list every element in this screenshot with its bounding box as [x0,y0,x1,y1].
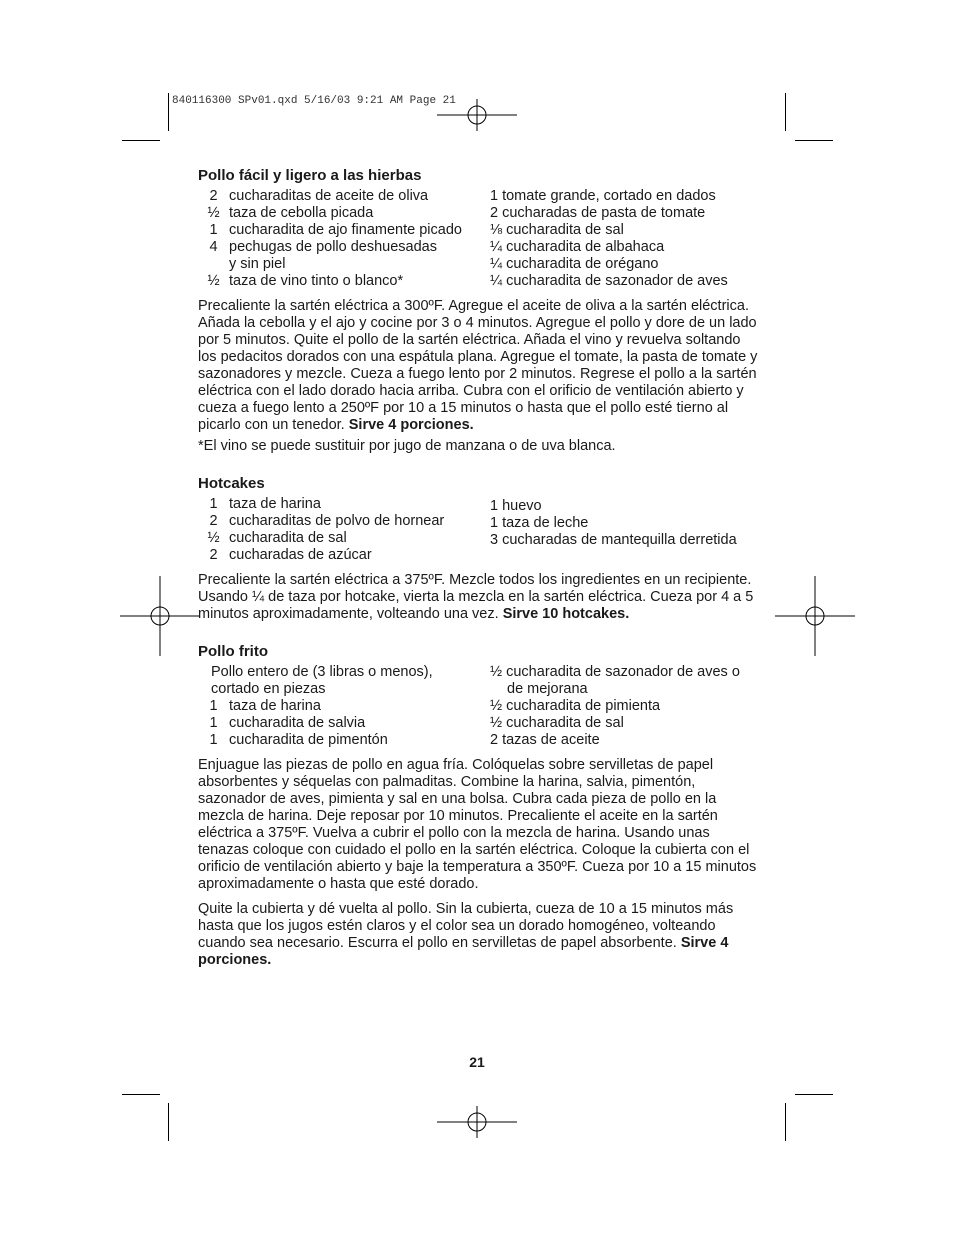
crop-mark-bottom-left-vertical [168,1103,169,1141]
ingredient-quantity: ½ [207,273,220,289]
ingredient-quantity: ½ [207,205,220,221]
ingredient-quantity: 1 [209,715,218,731]
ingredient-item: ¼ cucharadita de orégano [490,256,659,272]
ingredient-text: taza de vino tinto o blanco* [229,273,404,289]
ingredient-quantity: 1 [209,222,218,238]
ingredient-item: 2 cucharadas de pasta de tomate [490,205,706,221]
ingredient-item: 1 huevo [490,498,542,514]
footnote: *El vino se puede sustituir por jugo de manzana o de uva blanca. [198,438,616,454]
registration-target-right-icon [775,576,855,656]
ingredient-text: cucharadas de azúcar [229,547,372,563]
ingredient-item [198,715,490,732]
crop-mark-bottom-left-horizontal [122,1094,160,1095]
ingredient-item [198,513,490,530]
registration-target-bottom-icon [437,1082,517,1162]
instructions-paragraph [198,901,758,969]
servings-text: Sirve 4 porciones. [348,417,474,433]
ingredient-item [198,239,490,256]
ingredient-quantity: 1 [209,496,218,512]
recipe-hotcakes [198,475,758,623]
instructions-text: Precaliente la sartén eléctrica a 375ºF. Mezcle todos los ingredientes en un recipiente. Usando ¼ de taza por hotcake, vierta la mezcla en la sartén eléctrica. Cueza por 4 a 5 minutos aproximadamente, volteando una vez. [198,572,754,622]
ingredient-item: ⅛ cucharadita de sal [490,222,624,238]
instructions-paragraph [198,572,758,623]
ingredient-item [198,547,490,564]
ingredient-quantity: 1 [209,732,218,748]
registration-target-left-icon [120,576,200,656]
ingredient-text: cortado en piezas [211,681,326,697]
ingredient-list [198,664,758,749]
instructions-text: Precaliente la sartén eléctrica a 300ºF. Agregue el aceite de oliva a la sartén eléctrica. Añada la cebolla y el ajo y cocine por 3 o 4 minutos. Agregue el pollo y dore de un lado por 5 minutos. Quite el pollo de la sartén eléctrica. Añada el vino y revuelva soltando los pedacitos dorados con una espátula plana. Agregue el tomate, la pasta de tomate y sazonadores y mezcle. Cueza a fuego lento por 2 minutos. Regrese el pollo a la sartén eléctrica con el lado dorado hacia arriba. Cubra con el orificio de ventilación abierto y cueza a fuego lento a 250ºF por 10 a 15 minutos o hasta que el pollo esté tierno al picarlo con un tenedor. [198,298,758,433]
ingredient-text: pechugas de pollo deshuesadas [229,239,437,255]
ingredient-list [198,496,758,564]
ingredient-item [198,496,490,513]
ingredient-text: Pollo entero de (3 libras o menos), [211,664,433,680]
ingredient-item [198,188,490,205]
ingredient-quantity: 2 [209,513,218,529]
recipe-title: Pollo fácil y ligero a las hierbas [198,167,422,184]
instructions-text: Quite la cubierta y dé vuelta al pollo. Sin la cubierta, cueza de 10 a 15 minutos más hasta que los jugos estén claros y el color sea un dorado homogéneo, volteando cuando sea necesario. Escurra el pollo en servilletas de papel absorbente. [198,901,734,951]
ingredient-item [198,530,490,547]
ingredient-item: ½ cucharadita de sazonador de aves o [490,664,740,680]
registration-target-top-icon [437,75,517,155]
ingredient-quantity: 1 [209,698,218,714]
ingredient-column-right [490,664,758,749]
ingredient-text: cucharaditas de aceite de oliva [229,188,429,204]
servings-text: Sirve 4 porciones. [198,935,729,968]
ingredient-text: cucharadita de salvia [229,715,366,731]
ingredient-item [198,222,490,239]
ingredient-quantity: 2 [209,547,218,563]
crop-mark-bottom-right-vertical [785,1103,786,1141]
ingredient-item: ¼ cucharadita de sazonador de aves [490,273,728,289]
crop-mark-top-left-horizontal [122,140,160,141]
crop-mark-top-left-vertical [168,93,169,131]
ingredient-text: taza de harina [229,496,321,512]
ingredient-quantity: 4 [209,239,218,255]
printer-slug: 840116300 SPv01.qxd 5/16/03 9:21 AM Page 21 [172,95,456,107]
ingredient-text: taza de cebolla picada [229,205,374,221]
instructions-text: Enjuague las piezas de pollo en agua fría. Colóquelas sobre servilletas de papel absorbentes y séquelas con palmaditas. Combine la harina, salvia, pimentón, sazonador de aves, pimienta y sal en una bolsa. Cubra cada pieza de pollo en la mezcla de harina. Deje reposar por 10 minutos. Precaliente el aceite en la sartén eléctrica a 375ºF. Vuelva a cubrir el pollo con la mezcla de harina. Usando unas tenazas coloque con cuidado el pollo en la sartén eléctrica. Coloque la cubierta con el orificio de ventilación abierto y baje la temperatura a 350ºF. Cueza por 10 a 15 minutos aproximadamente o hasta que esté dorado. [198,757,757,892]
ingredient-column-right [490,188,758,290]
ingredient-item: 3 cucharadas de mantequilla derretida [490,532,737,548]
instructions-paragraph [198,298,758,434]
ingredient-list [198,188,758,290]
ingredient-item [198,732,490,749]
ingredient-item: 1 taza de leche [490,515,589,531]
crop-mark-top-right-horizontal [795,140,833,141]
recipe-herb-chicken [198,167,758,455]
ingredient-item [198,273,490,290]
recipe-content [198,167,758,973]
ingredient-item-continued [198,256,490,273]
ingredient-text: taza de harina [229,698,321,714]
ingredient-item [198,205,490,222]
servings-text: Sirve 10 hotcakes. [502,606,630,622]
ingredient-text: cucharadita de pimentón [229,732,388,748]
ingredient-quantity: ½ [207,530,220,546]
ingredient-column-left [198,496,490,564]
ingredient-item [198,698,490,715]
ingredient-item: ½ cucharadita de sal [490,715,624,731]
ingredient-item-continued: de mejorana [507,681,588,697]
ingredient-column-left [198,664,490,749]
ingredient-item [198,664,490,681]
recipe-title: Pollo frito [198,643,268,660]
ingredient-text: y sin piel [229,256,286,272]
ingredient-text: cucharaditas de polvo de hornear [229,513,445,529]
ingredient-item: ½ cucharadita de pimienta [490,698,661,714]
instructions-paragraph [198,757,758,893]
page-number: 21 [469,1054,485,1070]
ingredient-column-left [198,188,490,290]
recipe-title: Hotcakes [198,475,265,492]
recipe-fried-chicken [198,643,758,969]
crop-mark-top-right-vertical [785,93,786,131]
crop-mark-bottom-right-horizontal [795,1094,833,1095]
ingredient-column-right [490,496,758,564]
ingredient-text: cucharadita de ajo finamente picado [229,222,462,238]
ingredient-item-continued [198,681,490,698]
ingredient-quantity: 2 [209,188,218,204]
ingredient-text: cucharadita de sal [229,530,347,546]
ingredient-item: ¼ cucharadita de albahaca [490,239,665,255]
ingredient-item: 1 tomate grande, cortado en dados [490,188,716,204]
ingredient-item: 2 tazas de aceite [490,732,600,748]
